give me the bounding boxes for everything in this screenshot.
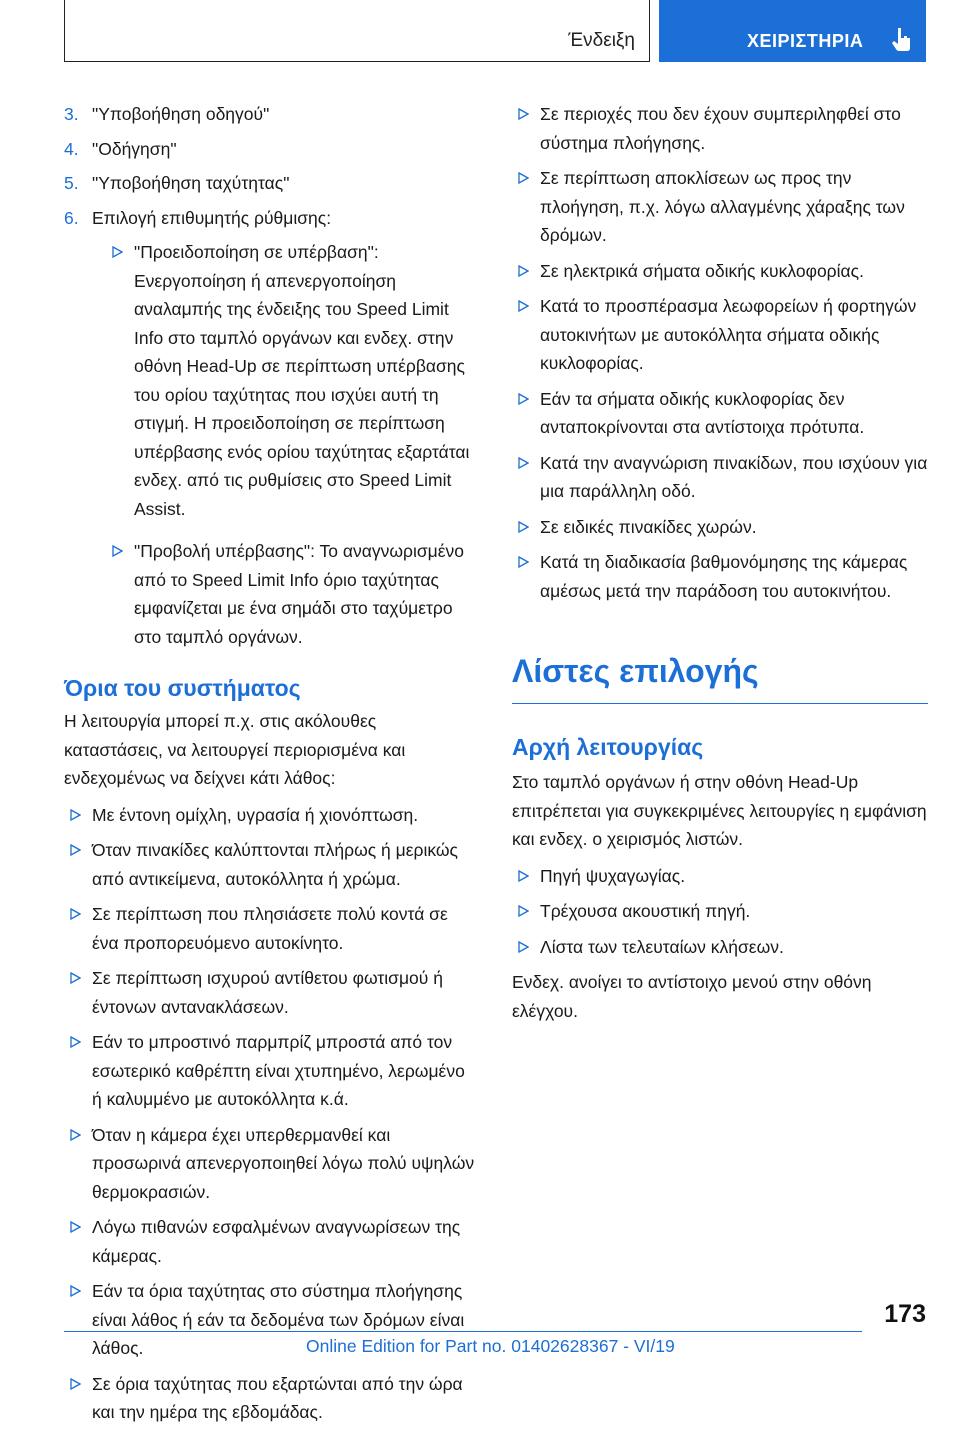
heading-rule xyxy=(512,703,928,704)
principle-heading: Αρχή λειτουργίας xyxy=(512,734,704,760)
list-item xyxy=(64,801,476,830)
step-number: 4. xyxy=(64,138,79,159)
triangle-bullet-icon xyxy=(70,1285,81,1297)
limits-list xyxy=(64,801,476,1427)
list-text: Λίστα των τελευταίων κλήσεων. xyxy=(540,936,784,957)
limit-text: Όταν πινακίδες καλύπτονται πλήρως ή μερικώς από αντικείμενα, αυτοκόλλητα ή χρώμα. xyxy=(92,840,458,889)
settings-options xyxy=(106,238,476,651)
limit-text: Σε όρια ταχύτητας που εξαρτώνται από την ώρα και την ημέρα της εβδομάδας. xyxy=(92,1373,463,1422)
list-item xyxy=(64,1028,476,1114)
limit-text: Σε περιοχές που δεν έχουν συμπεριληφθεί στο σύστημα πλοήγησης. xyxy=(540,104,901,153)
section-tab-label: Ένδειξη xyxy=(568,30,635,51)
triangle-bullet-icon xyxy=(518,300,529,312)
triangle-bullet-icon xyxy=(518,393,529,405)
list-item xyxy=(64,204,476,652)
triangle-bullet-icon xyxy=(518,941,529,953)
limit-text: Κατά την αναγνώριση πινακίδων, που ισχύουν για μια παράλληλη οδό. xyxy=(540,452,928,501)
list-item xyxy=(106,238,476,523)
list-item xyxy=(512,548,928,605)
option-text: "Προβολή υπέρβασης": Το αναγνωρισμένο από το Speed Limit Info όριο ταχύτητας εμφανίζεται με ένα σημάδι στο ταχύμετρο στο ταμπλό οργάνων. xyxy=(134,541,465,647)
left-column xyxy=(64,100,476,1434)
limit-text: Σε περίπτωση αποκλίσεων ως προς την πλοήγηση, π.χ. λόγω αλλαγμένης χάραξης των δρόμων. xyxy=(540,168,905,245)
footer-rule xyxy=(64,1331,862,1332)
limit-text: Λόγω πιθανών εσφαλμένων αναγνωρίσεων της κάμερας. xyxy=(92,1217,461,1266)
right-column xyxy=(512,100,928,1033)
list-item xyxy=(64,169,476,198)
limit-text: Εάν το μπροστινό παρμπρίζ μπροστά από τον εσωτερικό καθρέπτη είναι χτυπημένο, λερωμένο ή καλυμμένο με αυτοκόλλητα κ.ά. xyxy=(92,1032,465,1109)
triangle-bullet-icon xyxy=(70,908,81,920)
pointing-hand-icon xyxy=(888,26,914,52)
limit-text: Εάν τα όρια ταχύτητας στο σύστημα πλοήγησης είναι λάθος ή εάν τα δεδομένα των δρόμων είναι λάθος. xyxy=(92,1281,465,1358)
chapter-tab xyxy=(659,0,926,62)
list-item xyxy=(64,1121,476,1207)
list-item xyxy=(512,933,928,962)
step-number: 6. xyxy=(64,207,79,228)
triangle-bullet-icon xyxy=(518,870,529,882)
list-item xyxy=(512,292,928,378)
list-text: Τρέχουσα ακουστική πηγή. xyxy=(540,901,751,921)
limits-list-continued xyxy=(512,100,928,605)
list-item xyxy=(512,164,928,250)
triangle-bullet-icon xyxy=(112,246,123,258)
limit-text: Σε περίπτωση ισχυρού αντίθετου φωτισμού ή έντονων αντανακλάσεων. xyxy=(92,968,443,1017)
triangle-bullet-icon xyxy=(518,172,529,184)
step-text: "Οδήγηση" xyxy=(92,138,177,159)
option-text: "Προειδοποίηση σε υπέρβαση": Ενεργοποίηση ή απενεργοποίηση αναλαμπής της ένδειξης του Speed Limit Info στο ταμπλό οργάνων και ενδεχ. στην οθόνη Head-Up σε περίπτωση υπέρβασης του ορίου ταχύτητας που ισχύει αυτή τη στιγμή. Η προειδοποίηση σε περίπτωση υπέρβασης ενός ορίου ταχύτητας εξαρτάται ενδεχ. από τις ρυθμίσεις στο Speed Limit Assist. xyxy=(134,242,470,519)
edition-note: Online Edition for Part no. 01402628367 - VI/19 xyxy=(306,1336,675,1356)
list-item xyxy=(512,100,928,157)
triangle-bullet-icon xyxy=(518,556,529,568)
limit-text: Σε περίπτωση που πλησιάσετε πολύ κοντά σε ένα προπορευόμενο αυτοκίνητο. xyxy=(92,904,448,953)
list-item xyxy=(512,257,928,286)
step-text: "Υποβοήθηση ταχύτητας" xyxy=(92,173,290,193)
numbered-steps xyxy=(64,100,476,651)
limit-text: Σε ειδικές πινακίδες χωρών. xyxy=(540,516,757,537)
triangle-bullet-icon xyxy=(518,905,529,917)
selection-lists-items xyxy=(512,862,928,962)
triangle-bullet-icon xyxy=(70,1221,81,1233)
triangle-bullet-icon xyxy=(70,1036,81,1048)
selection-lists-outro: Ενδεχ. ανοίγει το αντίστοιχο μενού στην οθόνη ελέγχου. xyxy=(512,972,872,1021)
list-text: Πηγή ψυχαγωγίας. xyxy=(540,865,686,886)
triangle-bullet-icon xyxy=(518,108,529,120)
selection-lists-heading: Λίστες επιλογής xyxy=(512,653,759,689)
limit-text: Σε ηλεκτρικά σήματα οδικής κυκλοφορίας. xyxy=(540,260,864,281)
list-item xyxy=(64,900,476,957)
triangle-bullet-icon xyxy=(518,265,529,277)
limit-text: Κατά το προσπέρασμα λεωφορείων ή φορτηγών αυτοκινήτων με αυτοκόλλητα σήματα οδικής κυκλοφορίας. xyxy=(540,296,917,373)
limit-text: Κατά τη διαδικασία βαθμονόμησης της κάμερας αμέσως μετά την παράδοση του αυτοκινήτου. xyxy=(540,552,908,601)
limit-text: Με έντονη ομίχλη, υγρασία ή χιονόπτωση. xyxy=(92,804,419,825)
step-number: 3. xyxy=(64,104,79,124)
list-item xyxy=(64,964,476,1021)
principle-intro: Στο ταμπλό οργάνων ή στην οθόνη Head-Up επιτρέπεται για συγκεκριμένες λειτουργίες η εμφάνιση και ενδεχ. ο χειρισμός λιστών. xyxy=(512,772,927,849)
section-tab xyxy=(64,0,650,62)
triangle-bullet-icon xyxy=(70,1129,81,1141)
list-item xyxy=(64,1213,476,1270)
list-item xyxy=(512,385,928,442)
page-number: 173 xyxy=(884,1300,926,1328)
triangle-bullet-icon xyxy=(70,844,81,856)
triangle-bullet-icon xyxy=(70,1378,81,1390)
list-item xyxy=(64,135,476,164)
limits-heading: Όρια του συστήματος xyxy=(64,675,301,701)
step-text: "Υποβοήθηση οδηγού" xyxy=(92,104,270,124)
triangle-bullet-icon xyxy=(70,972,81,984)
triangle-bullet-icon xyxy=(518,521,529,533)
list-item xyxy=(106,537,476,651)
list-item xyxy=(512,449,928,506)
limits-intro: Η λειτουργία μπορεί π.χ. στις ακόλουθες καταστάσεις, να λειτουργεί περιορισμένα και ενδεχομένως να δείχνει κάτι λάθος: xyxy=(64,711,406,788)
step-number: 5. xyxy=(64,173,79,193)
list-item xyxy=(512,897,928,926)
step-text: Επιλογή επιθυμητής ρύθμισης: xyxy=(92,207,332,228)
list-item xyxy=(64,1370,476,1427)
triangle-bullet-icon xyxy=(112,545,123,557)
triangle-bullet-icon xyxy=(518,457,529,469)
list-item xyxy=(64,836,476,893)
list-item xyxy=(512,513,928,542)
triangle-bullet-icon xyxy=(70,809,81,821)
list-item xyxy=(512,862,928,891)
list-item xyxy=(64,100,476,129)
limit-text: Όταν η κάμερα έχει υπερθερμανθεί και προσωρινά απενεργοποιηθεί λόγω πολύ υψηλών θερμοκρασιών. xyxy=(92,1124,475,1202)
limit-text: Εάν τα σήματα οδικής κυκλοφορίας δεν ανταποκρίνονται στα αντίστοιχα πρότυπα. xyxy=(540,388,865,437)
chapter-tab-label: ΧΕΙΡΙΣΤΗΡΙΑ xyxy=(747,31,864,51)
